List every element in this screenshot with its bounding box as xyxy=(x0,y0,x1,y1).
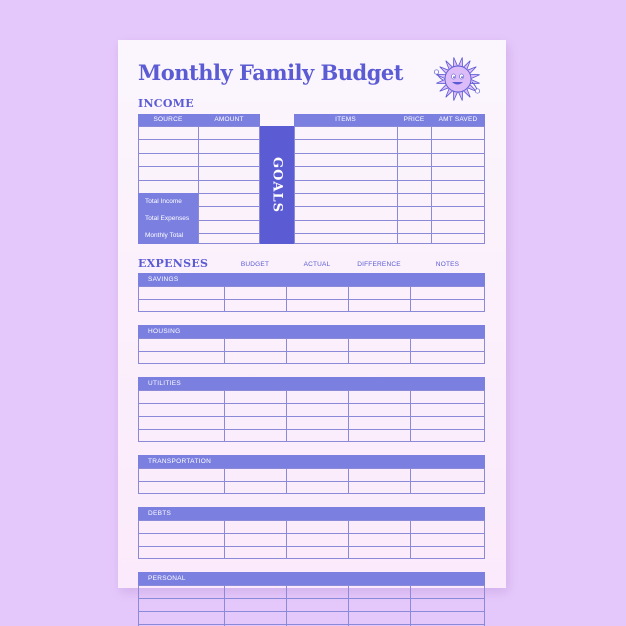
row-line xyxy=(138,299,485,300)
row-line xyxy=(138,166,260,167)
row-line xyxy=(294,220,485,221)
income-table xyxy=(138,114,485,244)
monthly-total-label: Monthly Total xyxy=(138,227,198,244)
column-line xyxy=(348,338,349,364)
goals-banner xyxy=(260,126,294,244)
items-column-header: ITEMS xyxy=(335,116,356,123)
notes-column-header: NOTES xyxy=(435,261,460,268)
column-line xyxy=(410,585,411,626)
column-line xyxy=(348,585,349,626)
category-grid xyxy=(138,585,485,626)
page-title: Monthly Family Budget xyxy=(138,60,403,85)
source-column-header: SOURCE xyxy=(153,116,183,123)
column-line xyxy=(286,338,287,364)
row-line xyxy=(294,180,485,181)
column-line xyxy=(286,520,287,559)
row-line xyxy=(138,416,485,417)
column-line xyxy=(224,286,225,312)
category-grid xyxy=(138,520,485,559)
row-line xyxy=(138,598,485,599)
row-line xyxy=(138,429,485,430)
row-line xyxy=(294,233,485,234)
column-line xyxy=(410,338,411,364)
difference-column-header: DIFFERENCE xyxy=(357,261,401,268)
smiling-sun-mascot-icon xyxy=(430,52,486,108)
column-line xyxy=(286,468,287,494)
row-line xyxy=(294,153,485,154)
column-line xyxy=(348,390,349,442)
column-line xyxy=(224,585,225,626)
budget-column-header: BUDGET xyxy=(240,261,270,268)
category-personal: PERSONAL xyxy=(138,572,485,585)
budget-sheet xyxy=(118,40,506,588)
row-line xyxy=(138,153,260,154)
category-utilities: UTILITIES xyxy=(138,377,485,390)
price-column-header: PRICE xyxy=(403,116,425,123)
row-line xyxy=(138,139,260,140)
row-line xyxy=(294,139,485,140)
column-line xyxy=(224,338,225,364)
row-line xyxy=(138,611,485,612)
column-line xyxy=(410,286,411,312)
row-line xyxy=(138,403,485,404)
total-income-label: Total Income xyxy=(138,193,198,210)
column-line xyxy=(348,468,349,494)
expenses-table xyxy=(138,273,485,582)
total-expenses-label: Total Expenses xyxy=(138,210,198,227)
row-line xyxy=(138,533,485,534)
row-line xyxy=(294,193,485,194)
row-line xyxy=(138,351,485,352)
income-grid-right xyxy=(294,126,485,244)
column-line xyxy=(348,520,349,559)
column-line xyxy=(286,585,287,626)
column-line xyxy=(198,126,199,244)
category-housing: HOUSING xyxy=(138,325,485,338)
column-line xyxy=(224,520,225,559)
column-line xyxy=(224,468,225,494)
category-savings: SAVINGS xyxy=(138,273,485,286)
row-line xyxy=(294,206,485,207)
column-line xyxy=(286,286,287,312)
column-line xyxy=(224,390,225,442)
category-transportation: TRANSPORTATION xyxy=(138,455,485,468)
actual-column-header: ACTUAL xyxy=(303,261,331,268)
row-line xyxy=(138,624,485,625)
column-line xyxy=(410,390,411,442)
column-line xyxy=(410,468,411,494)
income-label: INCOME xyxy=(138,97,194,110)
amount-column-header: AMOUNT xyxy=(214,116,244,123)
amt-saved-column-header: AMT SAVED xyxy=(438,116,478,123)
row-line xyxy=(138,180,260,181)
goals-label: GOALS xyxy=(269,156,285,214)
row-line xyxy=(138,546,485,547)
column-line xyxy=(348,286,349,312)
expenses-label: EXPENSES xyxy=(138,257,209,270)
category-debts: DEBTS xyxy=(138,507,485,520)
column-line xyxy=(410,520,411,559)
column-line xyxy=(286,390,287,442)
row-line xyxy=(294,166,485,167)
column-line xyxy=(431,126,432,244)
row-line xyxy=(138,481,485,482)
column-line xyxy=(397,126,398,244)
